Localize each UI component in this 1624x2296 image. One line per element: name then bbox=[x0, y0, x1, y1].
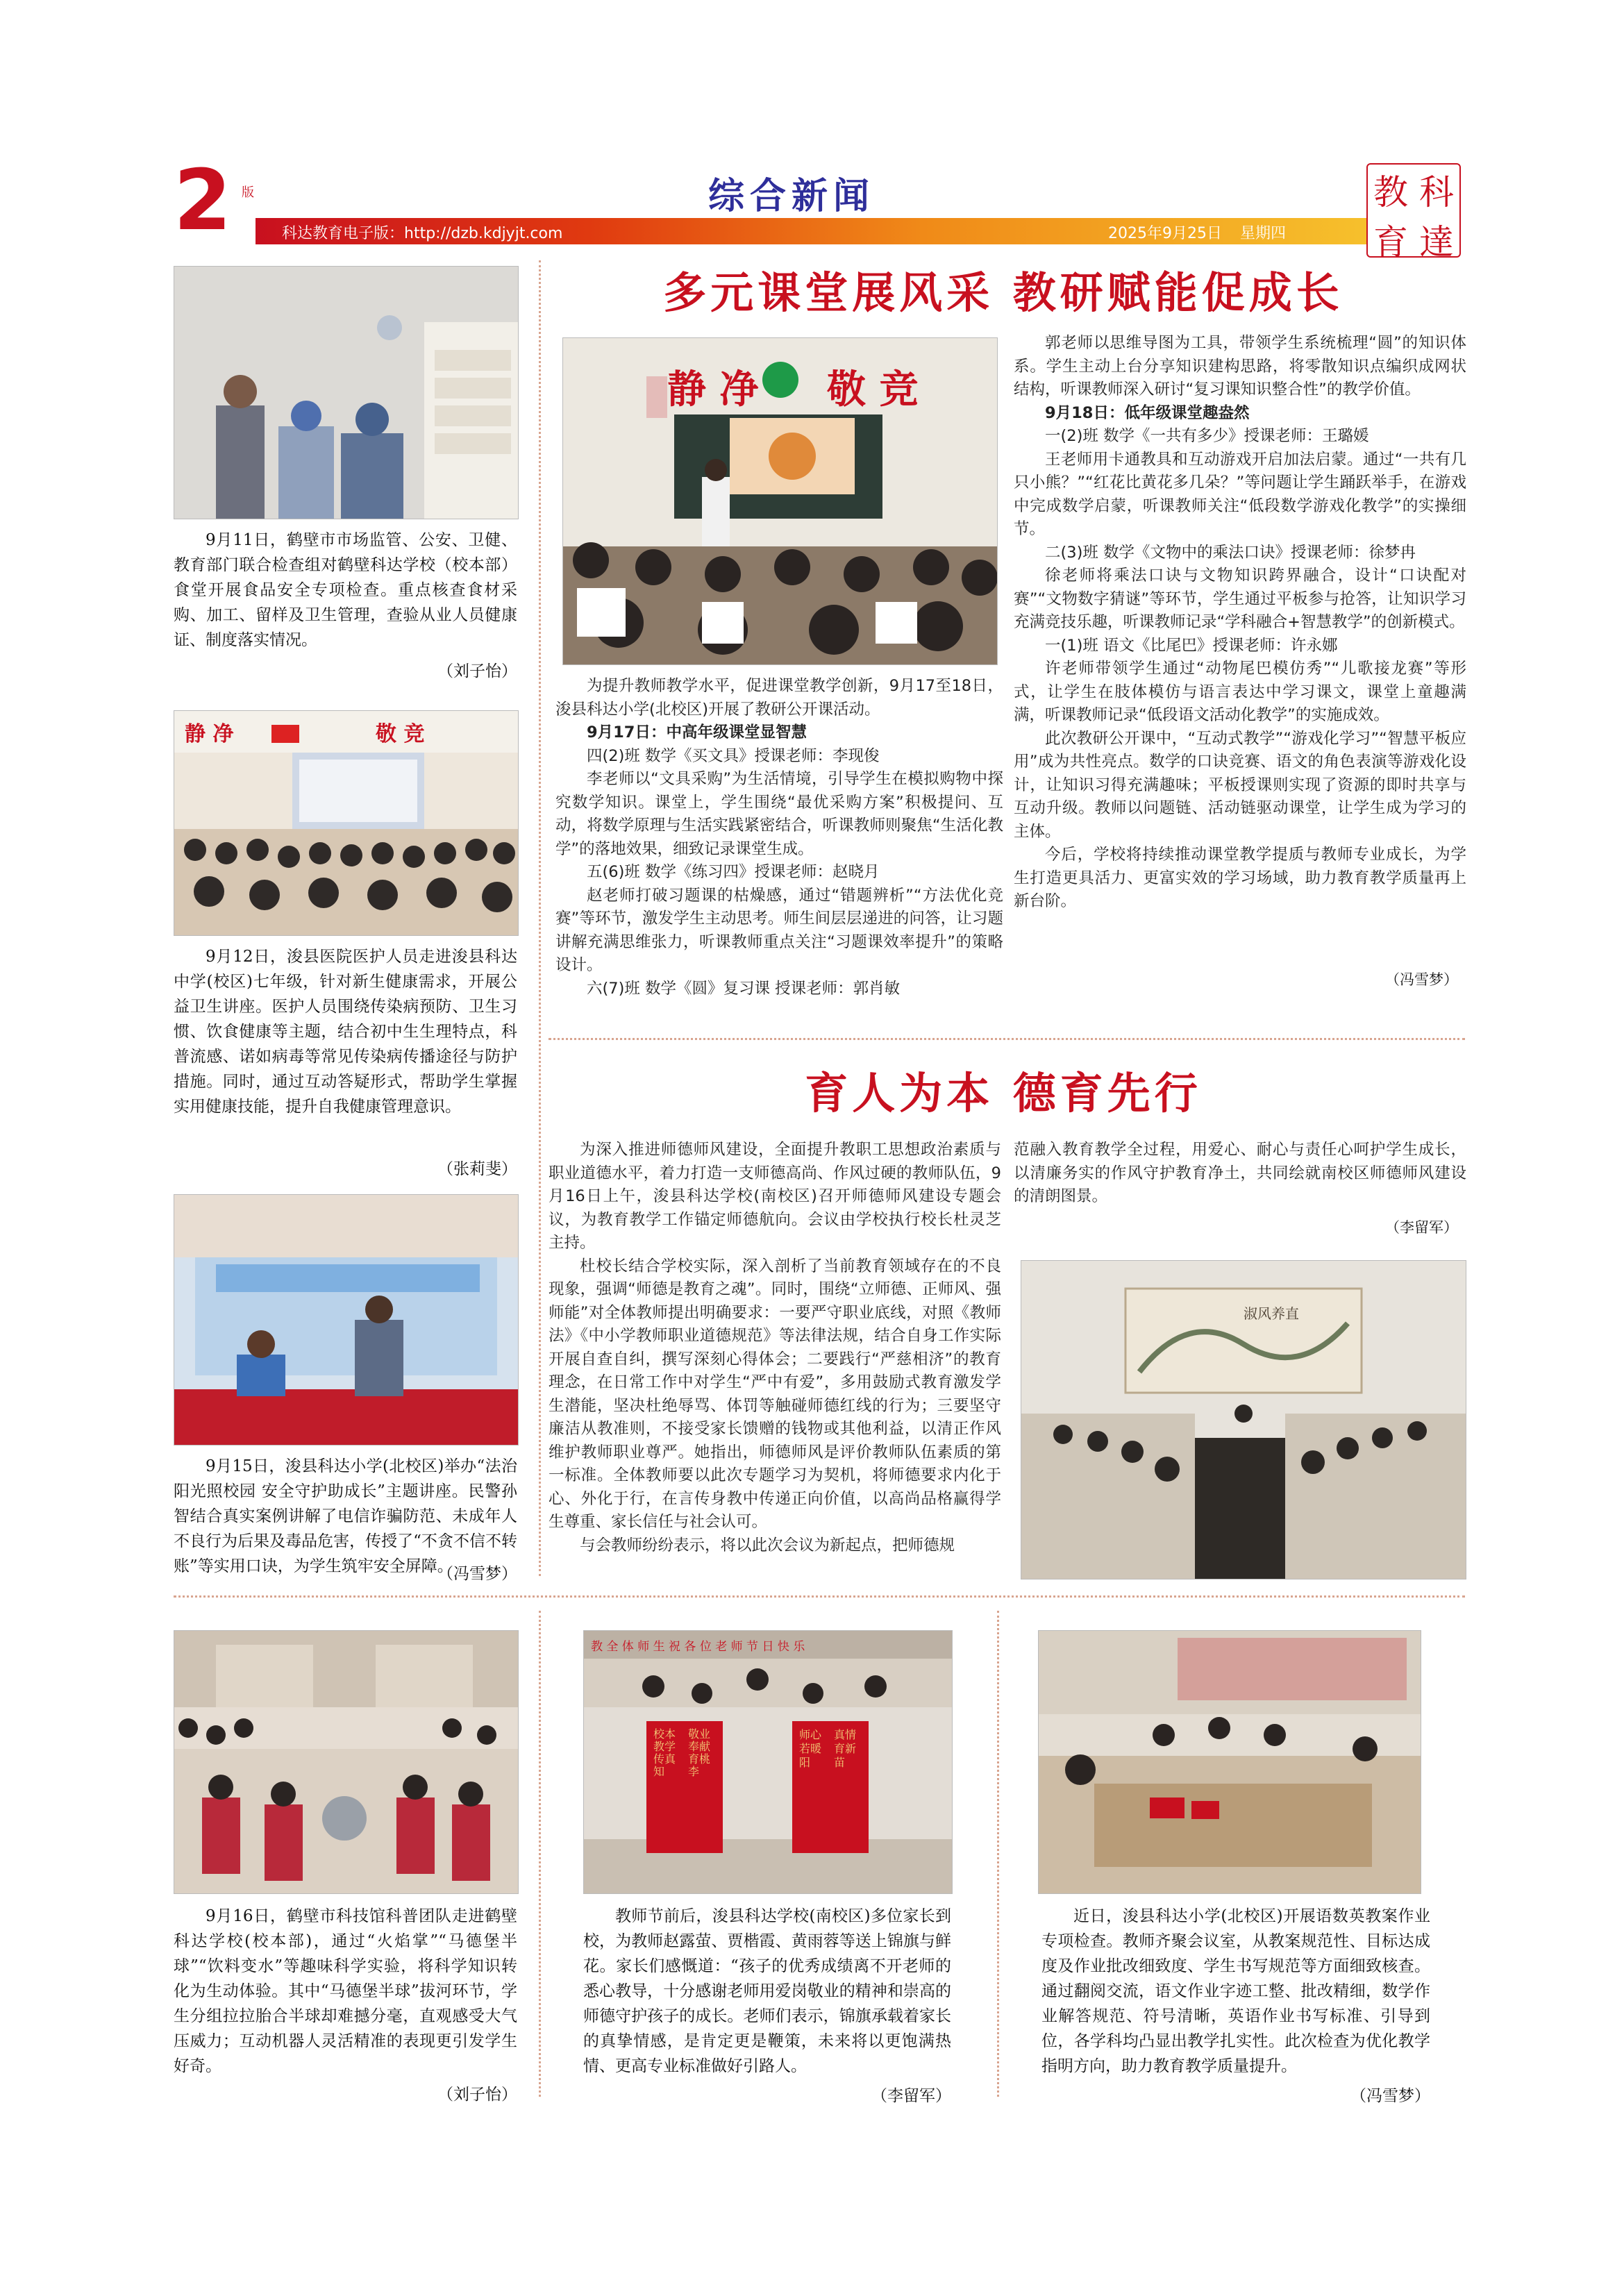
author-credit: （张莉斐） bbox=[437, 1160, 517, 1178]
masthead-char: 育 bbox=[1373, 222, 1408, 262]
header-bar bbox=[256, 218, 1366, 244]
photo-caption: 9月11日，鹤壁市市场监管、公安、卫健、教育部门联合检查组对鹤壁科达学校（校本部）食堂开展食品安全专项检查。重点核查食材采购、加工、留样及卫生管理，查验从业人员健康证、制度落实情况。 bbox=[174, 531, 517, 649]
author-credit: （冯雪梦） bbox=[1385, 971, 1458, 988]
article-paragraph: 今后，学校将持续推动课堂教学提质与教师专业成长，为学生打造更具活力、更富实效的学习场域，助力教育教学质量再上新台阶。 bbox=[1014, 846, 1466, 910]
pennant-text: 敬业奉献育桃李 bbox=[688, 1727, 711, 1778]
masthead-logo bbox=[1366, 163, 1461, 262]
article-paragraph: 四(2)班 数学《买文具》授课老师：李现俊 bbox=[587, 746, 880, 765]
page-number: 2 bbox=[174, 153, 232, 249]
article-subheading: 9月18日：低年级课堂趣盎然 bbox=[1045, 403, 1250, 422]
article-paragraph: 此次教研公开课中，“互动式教学”“游戏化学习”“智慧平板应用”成为共性亮点。数学的口诀竞赛、语文的角色表演等游戏化设计，让知识习得充满趣味；平板授课则实现了资源的即时共享与互动升级。教师以问题链、活动链驱动课堂，让学生成为学习的主体。 bbox=[1014, 729, 1466, 841]
article-body-column bbox=[549, 1139, 1001, 1557]
article-divider bbox=[549, 1038, 1465, 1040]
photo-caption: 9月15日，浚县科达小学(北校区)举办“法治阳光照校园 安全守护助成长”主题讲座。民警孙智结合真实案例讲解了电信诈骗防范、未成年人不良行为后果及毒品危害，传授了“不贪不信不转账”等实用口诀，为学生筑牢安全屏障。 bbox=[174, 1457, 517, 1575]
row-divider bbox=[174, 1595, 1465, 1598]
photo-ethics-meeting bbox=[1021, 1260, 1466, 1579]
author-credit: （冯雪梦） bbox=[1350, 2087, 1430, 2105]
column-divider bbox=[539, 260, 541, 1576]
author-credit: （刘子怡） bbox=[437, 662, 517, 680]
photo-caption: 近日，浚县科达小学(北校区)开展语数英教案作业专项检查。教师齐聚会议室，从教案规范性、目标达成度及作业批改细致度、学生书写规范等方面细致核查。通过翻阅交流，语文作业字迹工整、批改精细，数学作业解答规范、符号清晰，英语作业书写标准、引导到位，各学科均凸显出教学扎实性。此次检查为优化教学指明方向，助力教育教学质量提升。 bbox=[1041, 1907, 1430, 2075]
photo-science-show bbox=[174, 1630, 519, 1894]
author-credit: （李留军） bbox=[1385, 1219, 1458, 1236]
article-paragraph: 一(2)班 数学《一共有多少》授课老师：王璐媛 bbox=[1045, 427, 1369, 445]
wall-calligraphy: 淑风养直 bbox=[1244, 1305, 1299, 1322]
pennant-text: 校本教学传真知 bbox=[653, 1727, 676, 1778]
photo-homework-check bbox=[1038, 1630, 1421, 1894]
article-paragraph: 许老师带领学生通过“动物尾巴模仿秀”“儿歌接龙赛”等形式，让学生在肢体模仿与语言表达中学习课文，课堂上童趣满满，听课教师记录“低段语文活动化教学”的实施成效。 bbox=[1014, 660, 1466, 724]
photo-safety-lecture bbox=[174, 1194, 519, 1446]
column-divider bbox=[997, 1611, 999, 2097]
pennant-text: 真情育新苗 bbox=[834, 1728, 857, 1769]
author-credit: （刘子怡） bbox=[437, 2086, 517, 2104]
article-paragraph: 郭老师以思维导图为工具，带领学生系统梳理“圆”的知识体系。学生主动上台分享知识建构思路，将零散知识点编织成网状结构，听课教师深入研讨“复习课知识整合性”的教学价值。 bbox=[1014, 334, 1466, 399]
author-credit: （李留军） bbox=[871, 2087, 951, 2105]
article-paragraph: 赵老师打破习题课的枯燥感，通过“错题辨析”“方法优化竞赛”等环节，激发学生主动思考。师生间层层递进的问答，让习题讲解充满思维张力，听课教师重点关注“习题课效率提升”的策略设计。 bbox=[555, 886, 1003, 974]
article-body-column bbox=[555, 675, 1003, 1000]
author-credit: （冯雪梦） bbox=[437, 1565, 517, 1583]
article-subheading: 9月17日：中高年级课堂显智慧 bbox=[587, 723, 807, 741]
photo-caption: 9月16日，鹤壁市科技馆科普团队走进鹤壁科达学校(校本部)，通过“火焰掌”“马德堡半球”“饮料变水”等趣味科学实验，将科学知识转化为生动体验。其中“马德堡半球”拔河环节，学生分组拉拉胎合半球却难撼分毫，直观感受大气压威力；互动机器人灵活精准的表现更引发学生好奇。 bbox=[174, 1907, 517, 2075]
photo-caption: 9月12日，浚县医院医护人员走进浚县科达中学(校区)七年级，针对新生健康需求，开展公益卫生讲座。医护人员围绕传染病预防、卫生习惯、饮食健康等主题，结合初中生生理特点，科普流感、诺如病毒等常见传染病传播途径与防护措施。同时，通过互动答疑形式，帮助学生掌握实用健康技能，提升自我健康管理意识。 bbox=[174, 948, 517, 1116]
article-paragraph: 杜校长结合学校实际，深入剖析了当前教育领域存在的不良现象，强调“师德是教育之魂”。同时，围绕“立师德、正师风、强师能”对全体教师提出明确要求：一要严守职业底线，对照《教师法》《中小学教师职业道德规范》等法律法规，结合自身工作实际开展自查自纠，撰写深刻心得体会；二要践行“严慈相济”的教育理念，在日常工作中对学生“严中有爱”，多用鼓励式教育激发学生潜能，坚决杜绝辱骂、体罚等触碰师德红线的行为；三要坚守廉洁从教准则，不接受家长馈赠的钱物或其他利益，以清正作风维护教师职业尊严。她指出，师德师风是评价教师队伍素质的第一标准。全体教师要以此次专题学习为契机，将师德要求内化于心、外化于行，在言传身教中传递正向价值，以高尚品格赢得学生尊重、家长信任与社会认可。 bbox=[549, 1257, 1001, 1531]
article-paragraph: 为提升教师教学水平，促进课堂教学创新，9月17至18日，浚县科达小学(北校区)开展了教研公开课活动。 bbox=[555, 677, 1003, 719]
photo-food-inspection bbox=[174, 266, 519, 519]
wall-banner: 教 全 体 师 生 祝 各 位 老 师 节 日 快 乐 bbox=[591, 1640, 805, 1654]
issue-date: 2025年9月25日 bbox=[1108, 225, 1222, 242]
wall-slogan: 静 净 bbox=[667, 367, 759, 412]
page-number-suffix: 版 bbox=[242, 185, 254, 200]
photo-health-lecture bbox=[174, 710, 519, 936]
article-headline: 育人为本 德育先行 bbox=[805, 1068, 1202, 1118]
masthead-char: 科 bbox=[1419, 172, 1454, 212]
article-paragraph: 与会教师纷纷表示，将以此次会议为新起点，把师德规 bbox=[580, 1536, 955, 1555]
article-headline: 多元课堂展风采 教研赋能促成长 bbox=[663, 267, 1343, 318]
wall-slogan: 静 净 bbox=[185, 722, 234, 746]
article-paragraph: 范融入教育教学全过程，用爱心、耐心与责任心呵护学生成长，以清廉务实的作风守护教育净土，共同绘就南校区师德师风建设的清朗图景。 bbox=[1014, 1141, 1466, 1205]
wall-slogan: 敬 竞 bbox=[376, 722, 425, 746]
article-paragraph: 二(3)班 数学《文物中的乘法口诀》授课老师：徐梦冉 bbox=[1045, 543, 1416, 562]
article-paragraph: 一(1)班 语文《比尾巴》授课老师：许永娜 bbox=[1045, 636, 1338, 655]
section-title: 综合新闻 bbox=[708, 175, 876, 217]
issue-weekday: 星期四 bbox=[1240, 225, 1287, 242]
article-body-column bbox=[1014, 332, 1466, 914]
photo-pennant-gift bbox=[583, 1630, 953, 1894]
article-paragraph: 王老师用卡通教具和互动游戏开启加法启蒙。通过“一共有几只小熊？”“红花比黄花多几朵？”等问题让学生踊跃举手，在游戏中完成数学启蒙，听课教师关注“低段数学游戏化教学”的实操细节。 bbox=[1014, 450, 1466, 538]
wall-slogan: 敬 竞 bbox=[827, 367, 919, 412]
masthead-char: 教 bbox=[1373, 172, 1408, 212]
pennant-text: 师心若暖阳 bbox=[799, 1728, 822, 1769]
column-divider bbox=[539, 1611, 541, 2097]
article-paragraph: 为深入推进师德师风建设，全面提升教职工思想政治素质与职业道德水平，着力打造一支师德高尚、作风过硬的教师队伍，9月16日上午，浚县科达学校(南校区)召开师德师风建设专题会议，为教育教学工作锚定师德航向。会议由学校执行校长杜灵芝主持。 bbox=[549, 1141, 1001, 1252]
masthead-char: 達 bbox=[1419, 222, 1454, 262]
article-paragraph: 徐老师将乘法口诀与文物知识跨界融合，设计“口诀配对赛”“文物数字猜谜”等环节，学生通过平板参与抢答，让知识学习充满竞技乐趣，听课教师记录“学科融合+智慧教学”的创新模式。 bbox=[1014, 567, 1466, 631]
article-paragraph: 五(6)班 数学《练习四》授课老师：赵晓月 bbox=[587, 863, 880, 881]
site-url[interactable]: 科达教育电子版：http://dzb.kdjyjt.com bbox=[282, 225, 563, 242]
photo-open-class bbox=[562, 337, 998, 665]
photo-caption: 教师节前后，浚县科达学校(南校区)多位家长到校，为教师赵露萤、贾楷霞、黄雨蓉等送上锦旗与鲜花。家长们感慨道：“孩子的优秀成绩离不开老师的悉心教导，十分感谢老师用爱岗敬业的精神和崇高的师德守护孩子的成长。老师们表示，锦旗承载着家长的真挚情感，是肯定更是鞭策，未来将以更饱满热情、更高专业标准做好引路人。 bbox=[583, 1907, 951, 2075]
article-body-column bbox=[1014, 1139, 1466, 1209]
article-paragraph: 六(7)班 数学《圆》复习课 授课老师：郭肖敏 bbox=[587, 979, 901, 998]
article-paragraph: 李老师以“文具采购”为生活情境，引导学生在模拟购物中探究数学知识。课堂上，学生围绕“最优采购方案”积极提问、互动，将数学原理与生活实践紧密结合，听课教师则聚焦“生活化教学”的落地效果，细致记录课堂生成。 bbox=[555, 770, 1003, 858]
